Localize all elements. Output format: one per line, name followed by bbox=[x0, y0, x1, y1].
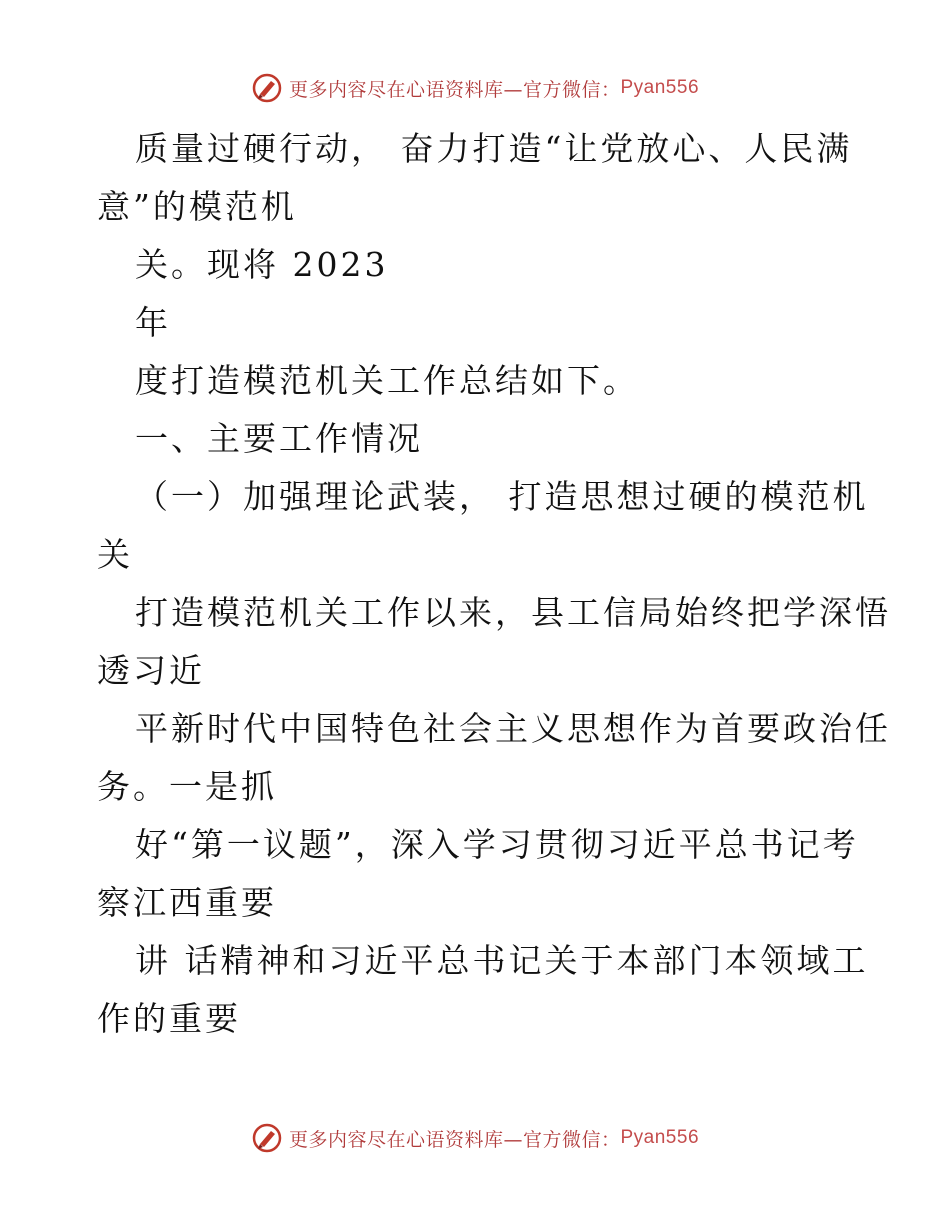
subsection-heading: （一）加强理论武装， 打造思想过硬的模范机 bbox=[135, 477, 869, 516]
text-line: 关 bbox=[97, 535, 133, 574]
pen-seal-icon bbox=[251, 1122, 283, 1154]
section-heading: 一、主要工作情况 bbox=[135, 419, 423, 458]
watermark-wechat: Pyan556 bbox=[620, 77, 700, 98]
text-line: 讲 话精神和习近平总书记关于本部门本领域工 bbox=[135, 941, 869, 980]
text-line: 务。一是抓 bbox=[97, 767, 277, 806]
text-line: 透习近 bbox=[97, 651, 205, 690]
footer-watermark bbox=[0, 1122, 950, 1154]
text-line: 年 bbox=[135, 303, 171, 342]
text-line: 察江西重要 bbox=[97, 883, 277, 922]
watermark-wechat: Pyan556 bbox=[620, 1127, 700, 1148]
document-body bbox=[97, 120, 891, 1048]
text-line: 关。现将 2023 bbox=[135, 245, 389, 284]
header-watermark bbox=[0, 72, 950, 104]
text-line: 意”的模范机 bbox=[97, 187, 297, 226]
watermark-text: 更多内容尽在心语资料库—官方微信： bbox=[288, 78, 621, 101]
text-line: 平新时代中国特色社会主义思想作为首要政治任 bbox=[135, 709, 891, 748]
pen-seal-icon bbox=[251, 72, 283, 104]
text-line: 打造模范机关工作以来，县工信局始终把学深悟 bbox=[135, 593, 891, 632]
text-line: 好“第一议题”，深入学习贯彻习近平总书记考 bbox=[135, 825, 859, 864]
watermark-text: 更多内容尽在心语资料库—官方微信： bbox=[288, 1128, 621, 1151]
text-line: 作的重要 bbox=[97, 999, 241, 1038]
text-line: 度打造模范机关工作总结如下。 bbox=[135, 361, 639, 400]
text-line: 质量过硬行动， 奋力打造“让党放心、人民满 bbox=[135, 129, 853, 168]
